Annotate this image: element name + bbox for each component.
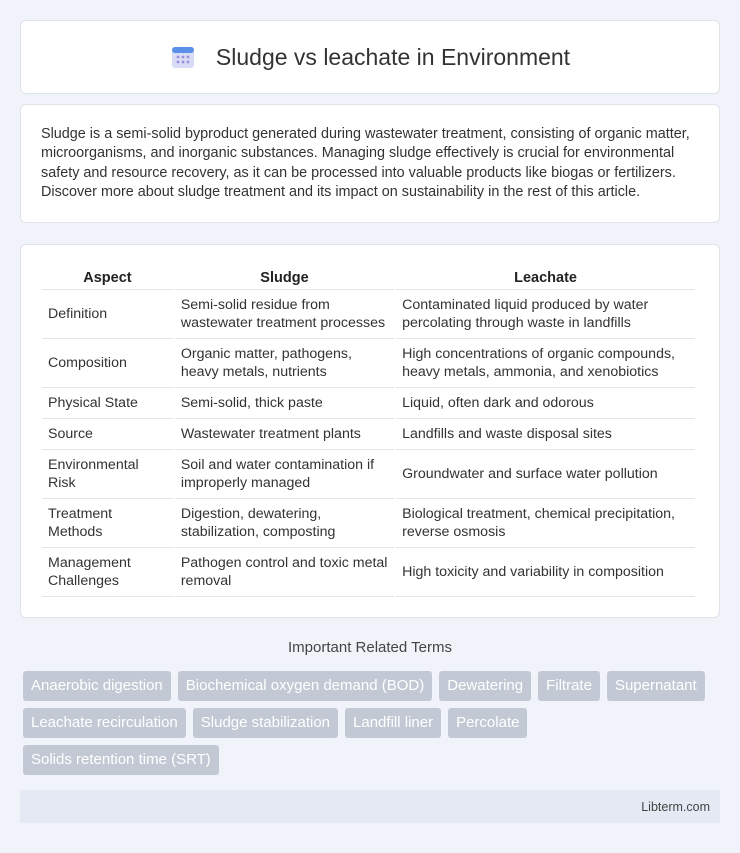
footer: [20, 790, 720, 823]
related-terms-title: Important Related Terms: [288, 639, 452, 656]
cell-leachate: Groundwater and surface water pollution: [396, 449, 695, 498]
page-title: Sludge vs leachate in Environment: [215, 43, 571, 70]
cell-aspect: Composition: [42, 338, 173, 387]
cell-leachate: High toxicity and variability in composition: [396, 547, 695, 597]
cell-leachate: High concentrations of organic compounds, heavy metals, ammonia, and xenobiotics: [396, 338, 695, 387]
related-term-tag[interactable]: Filtrate: [538, 671, 600, 701]
related-terms-list: [23, 671, 723, 775]
table-row: [42, 547, 695, 597]
page-header: [20, 20, 720, 94]
cell-aspect: Treatment Methods: [42, 498, 173, 547]
comparison-card: [20, 244, 720, 618]
footer-brand[interactable]: Libterm.com: [641, 799, 710, 814]
table-row: [42, 289, 695, 338]
cell-sludge: Soil and water contamination if improperly managed: [175, 449, 394, 498]
related-term-tag[interactable]: Landfill liner: [345, 708, 441, 738]
intro-text: Sludge is a semi-solid byproduct generated during wastewater treatment, consisting of organic matter, microorganisms, and inorganic substances. Managing sludge effectively is crucial for environmental safety and resource recovery, as it can be processed into valuable products like biogas or fertilizers. Discover more about sludge treatment and its impact on sustainability in the rest of this article.: [41, 126, 690, 200]
related-term-tag[interactable]: Anaerobic digestion: [23, 671, 171, 701]
table-header-row: [42, 265, 695, 289]
header-leachate: Leachate: [514, 270, 577, 286]
header-sludge: Sludge: [260, 270, 309, 286]
table-row: [42, 449, 695, 498]
cell-aspect: Environmental Risk: [42, 449, 173, 498]
related-term-tag[interactable]: Solids retention time (SRT): [23, 745, 219, 775]
cell-leachate: Contaminated liquid produced by water percolating through waste in landfills: [396, 289, 695, 338]
intro-card: [20, 104, 720, 223]
table-row: [42, 338, 695, 387]
cell-leachate: Liquid, often dark and odorous: [396, 387, 695, 418]
cell-sludge: Digestion, dewatering, stabilization, composting: [175, 498, 394, 547]
related-term-tag[interactable]: Percolate: [448, 708, 527, 738]
related-term-tag[interactable]: Leachate recirculation: [23, 708, 186, 738]
calendar-icon: [170, 44, 196, 70]
header-aspect: Aspect: [83, 270, 132, 286]
cell-sludge: Organic matter, pathogens, heavy metals, nutrients: [175, 338, 394, 387]
related-term-tag[interactable]: Supernatant: [607, 671, 705, 701]
table-row: [42, 418, 695, 449]
related-term-tag[interactable]: Sludge stabilization: [193, 708, 338, 738]
cell-aspect: Physical State: [42, 387, 173, 418]
cell-sludge: Pathogen control and toxic metal removal: [175, 547, 394, 597]
cell-sludge: Semi-solid residue from wastewater treatment processes: [175, 289, 394, 338]
table-row: [42, 387, 695, 418]
cell-aspect: Definition: [42, 289, 173, 338]
cell-aspect: Management Challenges: [42, 547, 173, 597]
cell-sludge: Semi-solid, thick paste: [175, 387, 394, 418]
cell-leachate: Biological treatment, chemical precipitation, reverse osmosis: [396, 498, 695, 547]
table-row: [42, 498, 695, 547]
cell-leachate: Landfills and waste disposal sites: [396, 418, 695, 449]
related-term-tag[interactable]: Biochemical oxygen demand (BOD): [178, 671, 432, 701]
cell-sludge: Wastewater treatment plants: [175, 418, 394, 449]
comparison-table: [40, 265, 697, 597]
related-term-tag[interactable]: Dewatering: [439, 671, 531, 701]
cell-aspect: Source: [42, 418, 173, 449]
